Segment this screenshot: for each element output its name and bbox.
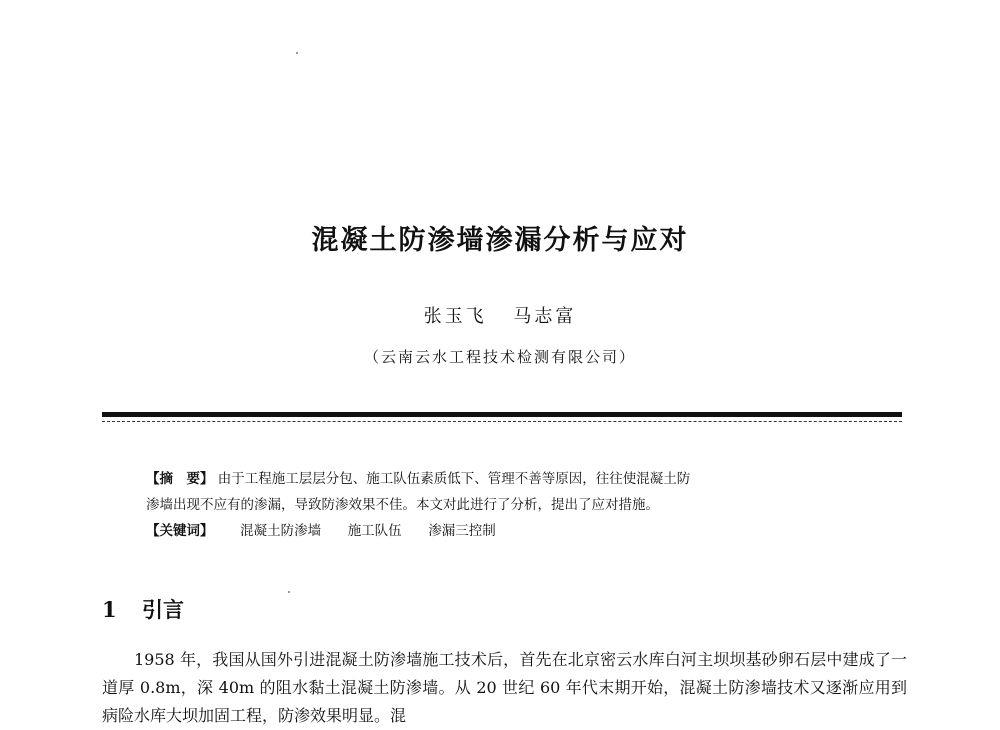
section-title: 引言 [142, 597, 184, 622]
keyword: 渗漏三控制 [428, 523, 496, 539]
abstract-text: 由于工程施工层层分包、施工队伍素质低下、管理不善等原因，往往使混凝土防 [217, 471, 691, 487]
body-text [102, 646, 907, 730]
scan-speck [296, 52, 298, 54]
scan-speck [288, 591, 290, 593]
keywords-label: 【关键词】 [146, 523, 214, 539]
keyword: 施工队伍 [347, 523, 402, 539]
abstract-block [146, 466, 866, 544]
author-name: 张玉飞 [423, 306, 487, 327]
keyword: 混凝土防渗墙 [240, 523, 322, 539]
affiliation: （云南云水工程技术检测有限公司） [363, 348, 636, 366]
abstract-line [146, 492, 866, 518]
author-name: 马志富 [513, 306, 577, 327]
header-divider [102, 412, 902, 417]
header-divider-dashed [102, 421, 902, 422]
author-list [0, 302, 1000, 328]
abstract-label: 【摘 要】 [146, 471, 214, 487]
keywords-line [146, 518, 866, 544]
paper-title: 混凝土防渗墙渗漏分析与应对 [311, 225, 689, 256]
abstract-text: 渗墙出现不应有的渗漏，导致防渗效果不佳。本文对此进行了分析，提出了应对措施。 [146, 497, 659, 513]
section-number: 1 [102, 597, 117, 622]
abstract-line [146, 466, 866, 492]
body-paragraph: 1958 年，我国从国外引进混凝土防渗墙施工技术后，首先在北京密云水库白河主坝坝基砂卵石层中建成了一道厚 0.8m，深 40m 的阻水黏土混凝土防渗墙。从 20 世纪 60 年代末期开始，混凝土防渗墙技术又逐渐应用到病险水库大坝加固工程，防渗效果明显。混 [102, 650, 907, 725]
section-heading [102, 594, 184, 624]
